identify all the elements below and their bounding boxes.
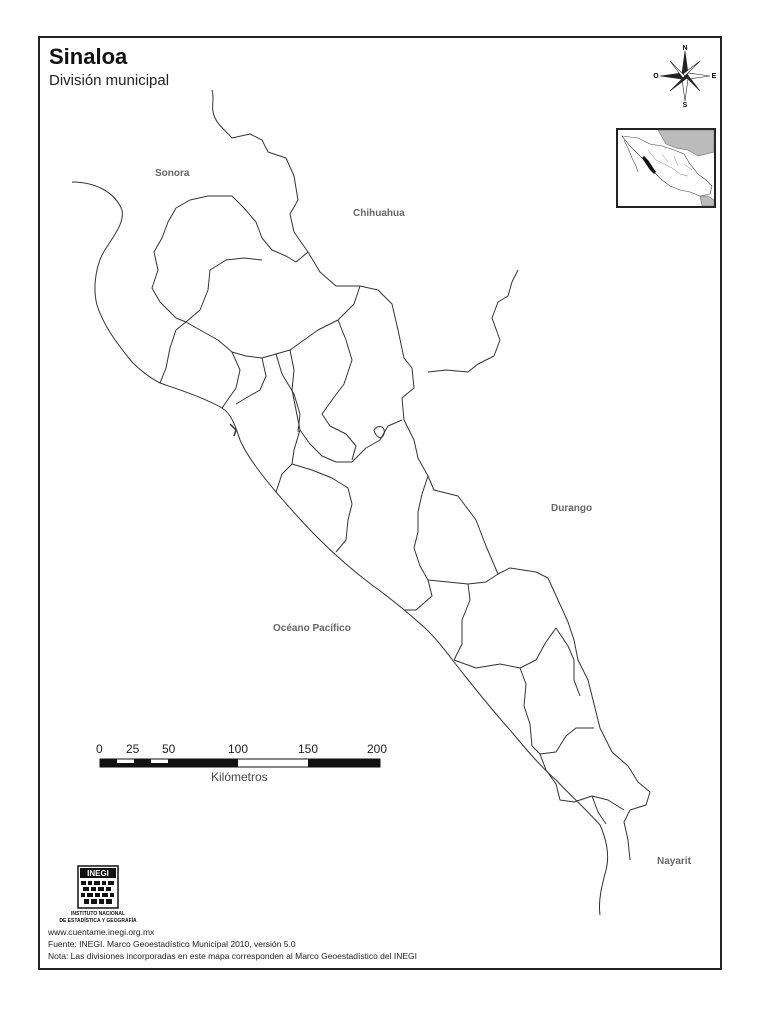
compass-s: S <box>682 102 688 109</box>
label-sonora: Sonora <box>155 168 190 179</box>
municipio-21 <box>592 796 606 824</box>
scale-tick-25: 25 <box>126 742 140 756</box>
compass-e: E <box>711 73 717 80</box>
municipio-11 <box>300 420 402 462</box>
municipio-16 <box>454 584 470 660</box>
municipio-1 <box>176 196 308 262</box>
scale-tick-150: 150 <box>298 742 319 756</box>
label-nayarit: Nayarit <box>657 856 691 867</box>
logo-brand: INEGI <box>87 869 109 878</box>
label-chihuahua: Chihuahua <box>353 208 405 219</box>
municipio-9 <box>290 350 300 464</box>
logo-line1: INSTITUTO NACIONAL <box>70 911 126 917</box>
scale-unit-label: Kilómetros <box>211 770 268 784</box>
scale-bar <box>96 742 386 792</box>
municipio-6 <box>222 352 240 408</box>
logo-line2: DE ESTADÍSTICA Y GEOGRAFÍA <box>59 918 137 924</box>
compass-rose-icon <box>654 45 716 107</box>
municipio-18 <box>520 668 594 754</box>
lagoon <box>374 427 384 438</box>
municipio-17 <box>454 628 556 668</box>
coastline <box>72 182 608 915</box>
compass-n: N <box>682 45 688 52</box>
footer-url[interactable]: www.cuentame.inegi.org.mx <box>48 927 155 937</box>
municipio-19 <box>556 628 580 696</box>
scale-tick-50: 50 <box>162 742 176 756</box>
municipio-10 <box>322 320 356 460</box>
municipio-5 <box>186 286 360 358</box>
municipio-4 <box>160 322 186 383</box>
municipio-7 <box>236 358 266 404</box>
municipio-3 <box>186 258 262 322</box>
map-subtitle: División municipal <box>49 72 170 89</box>
municipio-12 <box>292 464 352 552</box>
municipio-14 <box>404 476 432 610</box>
chihuahua-border <box>428 270 518 372</box>
map-title: Sinaloa <box>49 44 128 69</box>
scale-tick-0: 0 <box>96 742 103 756</box>
label-oceano-pacifico: Océano Pacífico <box>273 623 351 634</box>
scale-tick-200: 200 <box>367 742 388 756</box>
footer-note: Nota: Las divisiones incorporadas en este mapa corresponden al Marco Geoestadístico del INEGI <box>48 951 418 961</box>
scale-tick-100: 100 <box>228 742 249 756</box>
label-durango: Durango <box>551 503 593 514</box>
municipio-20 <box>540 754 624 810</box>
municipio-15 <box>428 574 498 584</box>
inset-map-mexico <box>616 128 716 208</box>
municipio-8 <box>276 354 300 432</box>
municipio-13 <box>276 464 292 492</box>
compass-o: O <box>653 73 659 80</box>
scale-bar-graphic <box>100 758 384 770</box>
footer-source: Fuente: INEGI. Marco Geoestadístico Municipal 2010, versión 5.0 <box>48 939 296 949</box>
inegi-logo <box>48 862 148 924</box>
municipio-2 <box>152 208 186 322</box>
